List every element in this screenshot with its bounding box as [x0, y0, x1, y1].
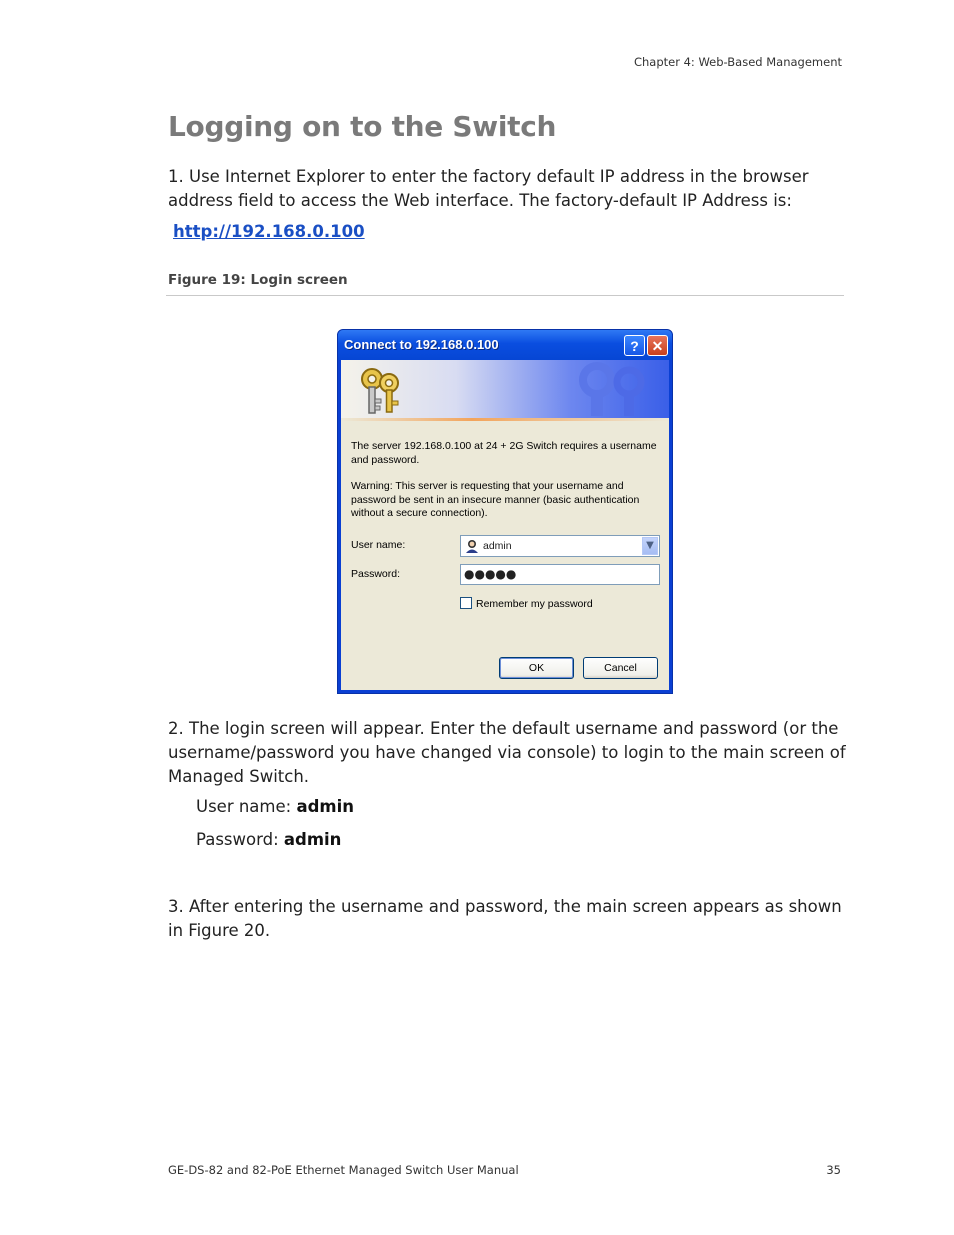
cancel-button[interactable]: Cancel: [583, 657, 658, 679]
password-label: Password:: [351, 568, 401, 580]
dialog-body: [341, 360, 669, 690]
step2-text: 2. The login screen will appear. Enter the default username and password (or the username/password you have changed via console) to login to the main screen of Managed Switch.: [168, 719, 846, 786]
banner-divider: [341, 418, 669, 421]
footer-manual-title: GE-DS-82 and 82-PoE Ethernet Managed Switch User Manual: [168, 1163, 519, 1177]
default-username-prefix: User name:: [196, 797, 297, 816]
user-icon: [465, 539, 479, 553]
keys-icon: [357, 365, 407, 417]
dialog-message: The server 192.168.0.100 at 24 + 2G Switch requires a username and password.: [351, 440, 657, 466]
default-password-line: [196, 830, 341, 849]
default-username-line: [196, 797, 354, 816]
close-icon[interactable]: ✕: [647, 335, 668, 356]
page-number: 35: [826, 1163, 841, 1177]
chapter-header: Chapter 4: Web-Based Management: [633, 55, 842, 69]
password-field[interactable]: ●●●●●: [460, 564, 660, 585]
default-ip-link[interactable]: http://192.168.0.100: [173, 222, 365, 241]
dialog-title: Connect to 192.168.0.100: [344, 337, 499, 352]
figure-caption: Figure 19: Login screen: [168, 272, 348, 288]
default-username-value: admin: [296, 797, 354, 816]
username-combobox[interactable]: [460, 535, 660, 557]
ok-button[interactable]: OK: [499, 657, 574, 679]
dialog-warning: Warning: This server is requesting that your username and password be sent in an insecure manner (basic authentication without a secure connection).: [351, 480, 640, 519]
page-title: Logging on to the Switch: [168, 110, 557, 143]
caption-divider: [166, 295, 844, 296]
username-value: admin: [483, 540, 512, 552]
chevron-down-icon[interactable]: ▼: [642, 537, 658, 555]
step1-text: 1. Use Internet Explorer to enter the factory default IP address in the browser address field to access the Web interface. The factory-default IP Address is:: [168, 167, 809, 210]
dialog-titlebar: [338, 330, 672, 360]
banner-keys-watermark-icon: [557, 362, 657, 416]
step3-text: 3. After entering the username and password, the main screen appears as shown in Figure 20.: [168, 897, 842, 940]
default-password-value: admin: [283, 830, 342, 849]
remember-password-checkbox[interactable]: [460, 597, 472, 609]
default-password-prefix: Password:: [196, 830, 284, 849]
login-dialog: [337, 329, 673, 694]
help-icon[interactable]: ?: [624, 335, 645, 356]
username-label: User name:: [351, 539, 406, 551]
remember-password-label[interactable]: Remember my password: [476, 598, 593, 610]
dialog-banner: [341, 360, 669, 418]
